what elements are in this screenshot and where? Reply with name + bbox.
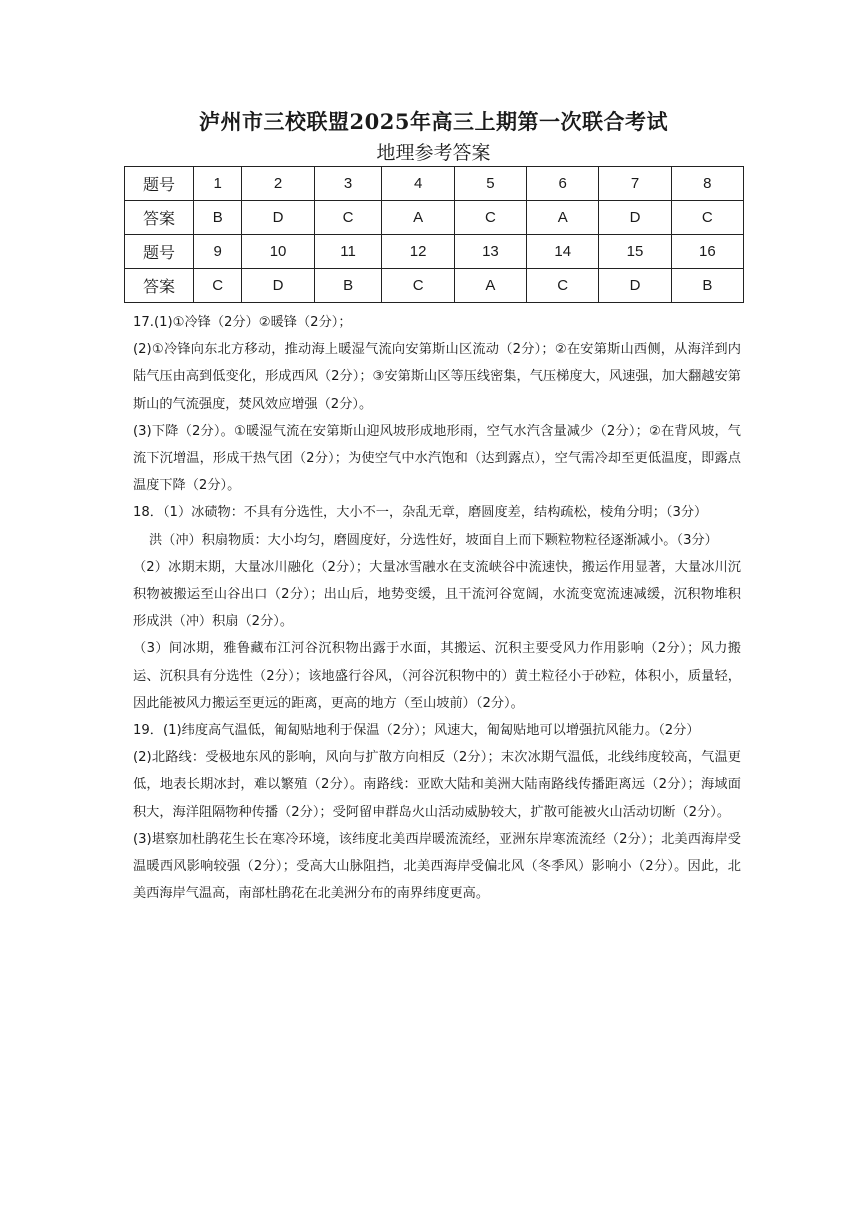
table-cell: C: [314, 201, 382, 235]
answer-19-part-3: (3)堪察加杜鹃花生长在寒冷环境，该纬度北美西岸暖流流经，亚洲东岸寒流流经（2分）；北美西海岸受温暖西风影响较强（2分）；受高大山脉阻挡，北美西海岸受偏北风（冬季风）影响小（2分）。因此，北美西海岸气温高，南部杜鹃花在北美洲分布的南界纬度更高。: [133, 831, 741, 902]
table-cell: 13: [454, 235, 526, 269]
row-label: 题号: [125, 167, 194, 201]
answer-18-part-1-continued: 洪（冲）积扇物质：大小均匀，磨圆度好，分选性好，坡面自上而下颗粒物粒径逐渐减小。（3分）: [149, 532, 718, 548]
table-cell: A: [454, 269, 526, 303]
answer-18-part-3: （3）间冰期，雅鲁藏布江河谷沉积物出露于水面，其搬运、沉积主要受风力作用影响（2分）；风力搬运、沉积具有分选性（2分）；该地盛行谷风，（河谷沉积物中的）黄土粒径小于砂粒，体积小，质量轻，因此能被风力搬运至更远的距离，更高的地方（至山坡前）（2分）。: [133, 641, 741, 711]
table-cell: C: [527, 269, 599, 303]
answer-19-part-1: 19．(1)纬度高气温低，匍匐贴地利于保温（2分）；风速大，匍匐贴地可以增强抗风能力。（2分）: [133, 723, 700, 739]
table-cell: B: [194, 201, 242, 235]
answer-table: [124, 166, 744, 303]
answer-18-part-2: （2）冰期末期，大量冰川融化（2分）；大量冰雪融水在支流峡谷中流速快，搬运作用显著，大量冰川沉积物被搬运至山谷出口（2分）；出山后，地势变缓，且干流河谷宽阔，水流变宽流速减缓，沉积物堆积形成洪（冲）积扇（2分）。: [133, 559, 741, 630]
answer-17-part-3: (3)下降（2分）。①暖湿气流在安第斯山迎风坡形成地形雨，空气水汽含量减少（2分）；②在背风坡，气流下沉增温，形成干热气团（2分）；为使空气中水汽饱和（达到露点），空气需冷却至更低温度，即露点温度下降（2分）。: [133, 423, 741, 494]
answer-key-subtitle: 地理参考答案: [376, 142, 491, 164]
exam-title: 泸州市三校联盟2025年高三上期第一次联合考试: [199, 109, 668, 134]
table-cell: B: [671, 269, 743, 303]
table-cell: 8: [671, 167, 743, 201]
table-cell: D: [599, 269, 671, 303]
table-cell: D: [242, 201, 314, 235]
answer-17-part-1: 17.(1)①冷锋（2分）②暖锋（2分）；: [133, 315, 352, 330]
table-cell: A: [382, 201, 454, 235]
table-cell: 9: [194, 235, 242, 269]
table-cell: 2: [242, 167, 314, 201]
table-row: [125, 167, 744, 201]
table-cell: 1: [194, 167, 242, 201]
table-cell: B: [314, 269, 382, 303]
table-cell: 5: [454, 167, 526, 201]
table-cell: D: [242, 269, 314, 303]
answer-17-part-2: (2)①冷锋向东北方移动，推动海上暖湿气流向安第斯山区流动（2分）；②在安第斯山西侧，从海洋到内陆气压由高到低变化，形成西风（2分）；③安第斯山区等压线密集，气压梯度大，风速强，加大翻越安第斯山的气流强度，焚风效应增强（2分）。: [133, 342, 741, 412]
table-cell: 12: [382, 235, 454, 269]
table-cell: 14: [527, 235, 599, 269]
answer-explanations: [133, 309, 741, 907]
table-cell: C: [382, 269, 454, 303]
answer-18-part-1: 18．（1）冰碛物：不具有分选性，大小不一，杂乱无章，磨圆度差，结构疏松，棱角分明；（3分）: [133, 505, 708, 521]
table-cell: 10: [242, 235, 314, 269]
table-cell: 11: [314, 235, 382, 269]
table-cell: 6: [527, 167, 599, 201]
table-cell: 15: [599, 235, 671, 269]
row-label: 题号: [125, 235, 194, 269]
table-cell: 4: [382, 167, 454, 201]
table-cell: 3: [314, 167, 382, 201]
table-row: [125, 201, 744, 235]
table-cell: D: [599, 201, 671, 235]
table-cell: C: [194, 269, 242, 303]
row-label: 答案: [125, 269, 194, 303]
table-row: [125, 235, 744, 269]
table-cell: A: [527, 201, 599, 235]
table-cell: C: [671, 201, 743, 235]
table-cell: 16: [671, 235, 743, 269]
table-cell: 7: [599, 167, 671, 201]
table-row: [125, 269, 744, 303]
row-label: 答案: [125, 201, 194, 235]
answer-19-part-2: (2)北路线：受极地东风的影响，风向与扩散方向相反（2分）；末次冰期气温低，北线纬度较高，气温更低，地表长期冰封，难以繁殖（2分）。南路线：亚欧大陆和美洲大陆南路线传播距离远（2分）；海域面积大，海洋阻隔物种传播（2分）；受阿留申群岛火山活动威胁较大，扩散可能被火山活动切断（2分）。: [133, 750, 741, 820]
table-cell: C: [454, 201, 526, 235]
